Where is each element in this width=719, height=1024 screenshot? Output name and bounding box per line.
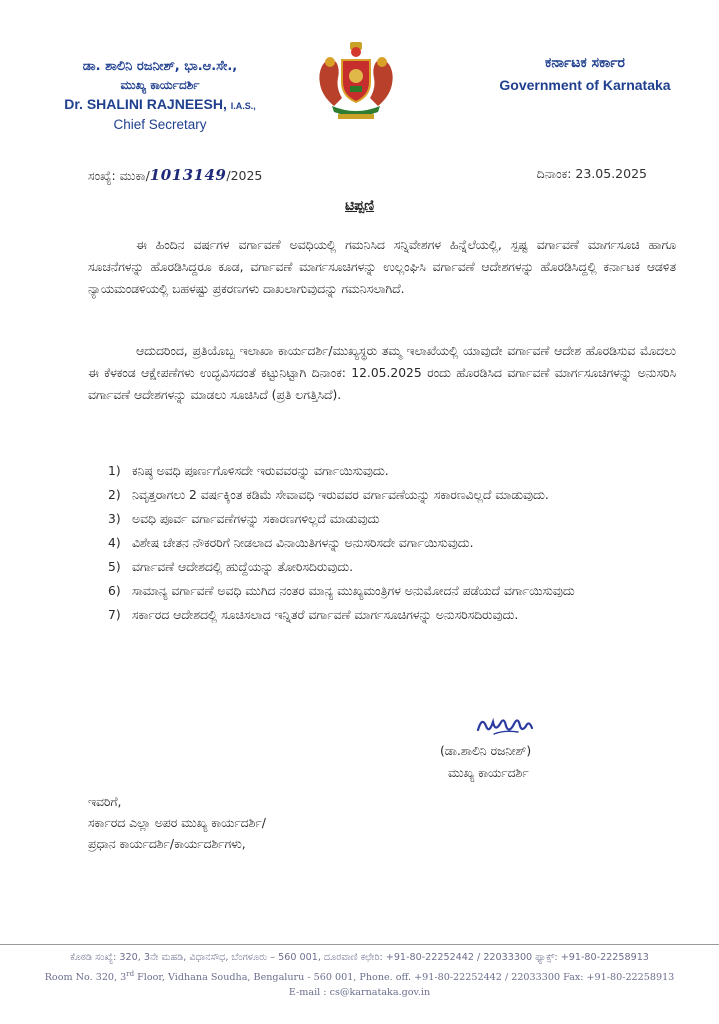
list-item	[108, 604, 676, 626]
list-item-number: 7)	[108, 608, 121, 622]
officer-suffix: I.A.S.,	[230, 101, 256, 111]
list-item-number: 1)	[108, 464, 121, 478]
list-item-text: ಅವಧಿ ಪೂರ್ವ ವರ್ಗಾವಣೆಗಳನ್ನು ಸಕಾರಣಗಳಿಲ್ಲದೆ ಮಾಡುವುದು	[132, 512, 380, 526]
list-item-text: ವಿಶೇಷ ಚೇತನ ನೌಕರರಿಗೆ ನೀಡಲಾದ ವಿನಾಯಿತಿಗಳನ್ನು ಅನುಸರಿಸದೇ ವರ್ಗಾಯಿಸುವುದು.	[132, 536, 474, 550]
recipients-line-1: ಸರ್ಕಾರದ ಎಲ್ಲಾ ಅಪರ ಮುಖ್ಯ ಕಾರ್ಯದರ್ಶಿ/	[88, 816, 266, 830]
karnataka-emblem-icon	[316, 40, 396, 122]
recipients-label: ಇವರಿಗೆ,	[88, 795, 122, 809]
paragraph-2-text: ಆದುದರಿಂದ, ಪ್ರತಿಯೊಬ್ಬ ಇಲಾಖಾ ಕಾರ್ಯದರ್ಶಿ/ಮುಖ್ಯಸ್ಥರು ತಮ್ಮ ಇಲಾಖೆಯಲ್ಲಿ ಯಾವುದೇ ವರ್ಗಾವಣೆ ಆದೇಶ ಹೊರಡಿಸುವ ಮೊದಲು ಈ ಕೆಳಕಂಡ ಆಕ್ಷೇಪಣೆಗಳು ಉದ್ಭವಿಸದಂತೆ ಕಟ್ಟುನಿಟ್ಟಾಗಿ ದಿನಾಂಕ: 12.05.2025 ರಂದು ಹೊರಡಿಸಿದ ವರ್ಗಾವಣೆ ಮಾರ್ಗಸೂಚಿಗಳನ್ನು ಅನುಸರಿಸಿ ವರ್ಗಾವಣೆ ಆದೇಶಗಳನ್ನು ಮಾಡಲು ಸೂಚಿಸಿದೆ (ಪ್ರತಿ ಲಗತ್ತಿಸಿದೆ).	[88, 344, 676, 402]
list-item-text: ನಿವೃತ್ತರಾಗಲು 2 ವರ್ಷಕ್ಕಿಂತ ಕಡಿಮೆ ಸೇವಾವಧಿ ಇರುವವರ ವರ್ಗಾವಣೆಯನ್ನು ಸಕಾರಣವಿಲ್ಲದೆ ಮಾಡುವುದು.	[132, 488, 549, 502]
footer-divider	[0, 944, 719, 945]
signatory-title: ಮುಖ್ಯ ಕಾರ್ಯದರ್ಶಿ	[448, 766, 529, 780]
list-item-text: ಕನಿಷ್ಠ ಅವಧಿ ಪೂರ್ಣಗೊಳಿಸದೇ ಇರುವವರನ್ನು ವರ್ಗಾಯಿಸುವುದು.	[132, 464, 389, 478]
footer-address-kannada: ಕೊಠಡಿ ಸಂಖ್ಯೆ: 320, 3ನೇ ಮಹಡಿ, ವಿಧಾನಸೌಧ, ಬೆಂಗಳೂರು – 560 001, ದೂರವಾಣಿ ಕಛೇರಿ: +91-80-22252442 / 22033300 ಫ್ಯಾಕ್ಸ್: +91-80-22258913	[70, 952, 649, 963]
list-item	[108, 532, 676, 554]
footer-address-part-1: Room No. 320, 3	[44, 972, 127, 984]
document-date: ದಿನಾಂಕ: 23.05.2025	[536, 166, 647, 181]
list-item	[108, 484, 676, 506]
officer-name: Dr. SHALINI RAJNEESH,	[64, 96, 227, 112]
government-kannada: ಕರ್ನಾಟಕ ಸರ್ಕಾರ	[545, 55, 625, 71]
objections-list	[108, 460, 676, 628]
reference-number	[88, 166, 262, 184]
list-item-text: ಸಾಮಾನ್ಯ ವರ್ಗಾವಣೆ ಅವಧಿ ಮುಗಿದ ನಂತರ ಮಾನ್ಯ ಮುಖ್ಯಮಂತ್ರಿಗಳ ಅನುಮೋದನೆ ಪಡೆಯದೆ ವರ್ಗಾಯಿಸುವುದು	[132, 584, 575, 598]
list-item-number: 4)	[108, 536, 121, 550]
government-block	[470, 52, 700, 96]
reference-label: ಸಂಖ್ಯೆ: ಮುಕಾ/	[88, 168, 150, 183]
government-english: Government of Karnataka	[499, 77, 671, 93]
list-item-number: 2)	[108, 488, 121, 502]
list-item	[108, 580, 676, 602]
paragraph-1	[88, 234, 676, 300]
list-item-text: ವರ್ಗಾವಣೆ ಆದೇಶದಲ್ಲಿ ಹುದ್ದೆಯನ್ನು ತೋರಿಸದಿರುವುದು.	[132, 560, 354, 574]
list-item-number: 6)	[108, 584, 121, 598]
list-item-number: 5)	[108, 560, 121, 574]
list-item-text: ಸರ್ಕಾರದ ಆದೇಶದಲ್ಲಿ ಸೂಚಿಸಲಾದ ಇನ್ನಿತರೆ ವರ್ಗಾವಣೆ ಮಾರ್ಗಸೂಚಿಗಳನ್ನು ಅನುಸರಿಸದಿರುವುದು.	[132, 608, 519, 622]
footer-address-superscript: rd	[126, 970, 135, 978]
document-heading: ಟಿಪ್ಪಣಿ	[344, 198, 375, 214]
reference-year: /2025	[226, 168, 263, 183]
recipients-block	[88, 792, 266, 855]
footer-email: E-mail : cs@karnataka.gov.in	[288, 987, 431, 998]
officer-name-kannada: ಡಾ. ಶಾಲಿನಿ ರಜನೀಶ್, ಭಾ.ಆ.ಸೇ.,	[82, 59, 238, 74]
officer-block	[30, 58, 290, 134]
handwritten-signature	[474, 712, 544, 740]
footer-address-part-2: Floor, Vidhana Soudha, Bengaluru - 560 001, Phone. off. +91-80-22252442 / 22033300 Fax: +91-80-22258913	[134, 972, 675, 984]
recipients-line-2: ಪ್ರಧಾನ ಕಾರ್ಯದರ್ಶಿ/ಕಾರ್ಯದರ್ಶಿಗಳು,	[88, 837, 246, 851]
officer-title-kannada: ಮುಖ್ಯ ಕಾರ್ಯದರ್ಶಿ	[120, 78, 200, 92]
list-item-number: 3)	[108, 512, 121, 526]
list-item	[108, 460, 676, 482]
list-item	[108, 556, 676, 578]
paragraph-2	[88, 340, 676, 406]
reference-handwritten-number: 1013149	[149, 166, 227, 184]
signatory-name: (ಡಾ.ಶಾಲಿನಿ ರಜನೀಶ್)	[440, 744, 532, 758]
officer-name-english	[30, 94, 290, 116]
list-item	[108, 508, 676, 530]
officer-title-english: Chief Secretary	[113, 117, 207, 132]
footer-address-english	[0, 970, 719, 983]
paragraph-1-text: ಈ ಹಿಂದಿನ ವರ್ಷಗಳ ವರ್ಗಾವಣೆ ಅವಧಿಯಲ್ಲಿ ಗಮನಿಸಿದ ಸನ್ನಿವೇಶಗಳ ಹಿನ್ನೆಲೆಯಲ್ಲಿ, ಸ್ಪಷ್ಟ ವರ್ಗಾವಣೆ ಮಾರ್ಗಸೂಚಿ ಹಾಗೂ ಸೂಚನೆಗಳನ್ನು ಹೊರಡಿಸಿದ್ದರೂ ಕೂಡ, ವರ್ಗಾವಣೆ ಮಾರ್ಗಸೂಚಿಗಳನ್ನು ಉಲ್ಲಂಘಿಸಿ ವರ್ಗಾವಣೆ ಆದೇಶಗಳನ್ನು ಹೊರಡಿಸಿದ್ದಲ್ಲಿ ಕರ್ನಾಟಕ ಆಡಳಿತ ನ್ಯಾಯಮಂಡಳಿಯಲ್ಲಿ ಬಹಳಷ್ಟು ಪ್ರಕರಣಗಳು ದಾಖಲಾಗುವುದನ್ನು ಗಮನಿಸಲಾಗಿದೆ.	[88, 238, 676, 296]
